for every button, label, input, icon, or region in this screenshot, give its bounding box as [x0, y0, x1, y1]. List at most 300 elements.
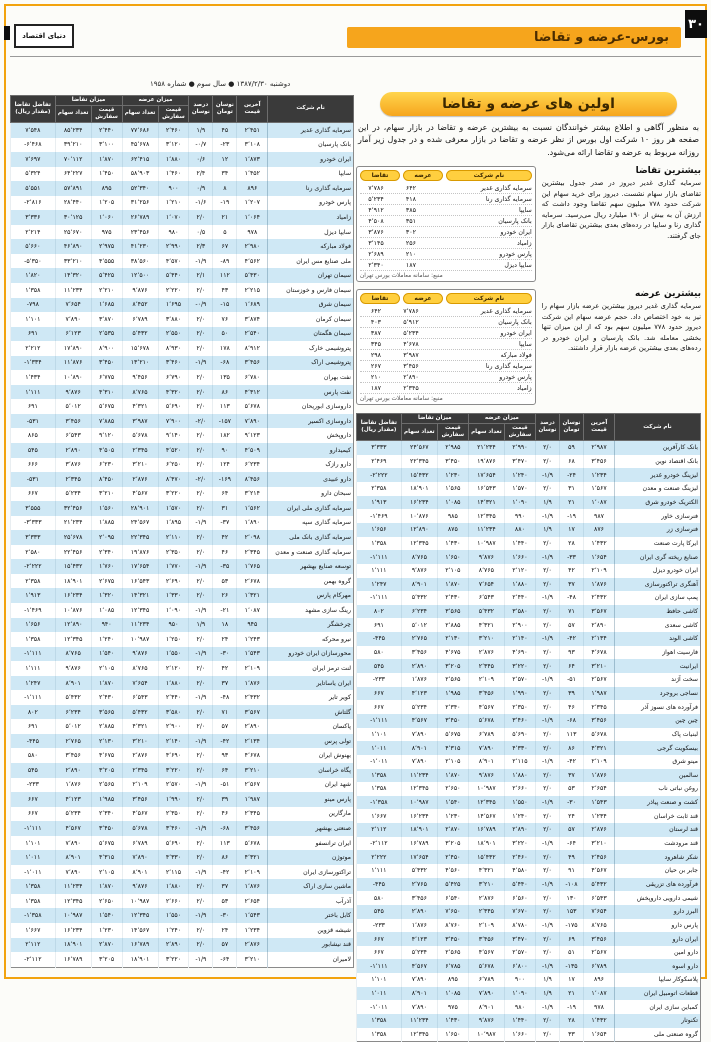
supply-count-cell: ۱۰٬۹۸۷	[468, 537, 504, 551]
demand-price-cell: ۱٬۵۶۵	[437, 482, 468, 496]
col-supply-count: تعداد سهام	[468, 424, 504, 441]
percent-cell: ۱/۹-	[189, 603, 213, 618]
supply-count-cell: ۲٬۳۴۵	[122, 443, 158, 458]
demand-price-cell: ۱٬۸۷۰	[91, 676, 122, 691]
company-cell: گروه صنعتی ملی	[615, 1028, 701, 1042]
supply-price-cell: ۱٬۵۵۰	[504, 796, 535, 810]
supply-price-cell: ۶٬۸۰۰	[504, 959, 535, 973]
demand-count-cell: ۱۶٬۲۳۴	[55, 588, 91, 603]
demand-count-cell: ۱۲٬۳۴۵	[55, 632, 91, 647]
supply-cell: ۴٬۶۷۸	[403, 340, 419, 348]
supply-price-cell: ۳٬۲۲۰	[158, 952, 189, 967]
last-price-cell: ۲٬۸۷۶	[237, 938, 268, 953]
diff-cell: ۱٬۰۱۱-	[357, 1000, 402, 1014]
percent-cell: ۲/۰	[189, 530, 213, 545]
demand-count-cell: ۹٬۸۷۶	[55, 661, 91, 676]
demand-count-cell: ۵٬۲۳۴	[55, 487, 91, 502]
demand-price-cell: ۱٬۵۴۰	[437, 796, 468, 810]
demand-count-cell: ۲٬۳۴۵	[55, 472, 91, 487]
last-price-cell: ۴٬۵۶۷	[584, 864, 615, 878]
percent-cell: ۲/۰	[189, 341, 213, 356]
table-row	[11, 559, 354, 574]
supply-price-cell: ۱٬۷۷۰	[158, 559, 189, 574]
company-cell: ایران خودرو	[268, 152, 354, 167]
col-supply-price: قیمت سفارش	[504, 424, 535, 441]
last-price-cell: ۹۷۸	[237, 225, 268, 240]
percent-cell: ۱/۹-	[189, 356, 213, 371]
diff-cell: ۷٬۵۴۸	[11, 122, 56, 137]
demand-price-cell: ۱٬۲۳۰	[91, 923, 122, 938]
demand-price-cell: ۸۹۵	[437, 973, 468, 987]
supply-cell: ۷٬۷۸۶	[403, 307, 419, 315]
last-price-cell: ۲٬۸۹۰	[584, 618, 615, 632]
diff-cell: ۶۶۷	[357, 946, 402, 960]
change-cell: ۶۸-	[213, 821, 237, 836]
supply-price-cell: ۲٬۴۶۰	[158, 122, 189, 137]
company-cell: کابل باختر	[268, 908, 354, 923]
percent-cell: ۲/۰	[189, 327, 213, 342]
last-price-cell: ۲٬۵۶۷	[584, 673, 615, 687]
diff-cell: ۶۹۱	[11, 399, 56, 414]
last-price-cell: ۳٬۸۷۴	[237, 312, 268, 327]
percent-cell: ۲/۰	[189, 836, 213, 851]
demand-price-cell: ۴٬۶۷۵	[91, 748, 122, 763]
diff-cell: ۱٬۰۱۱-	[357, 755, 402, 769]
demand-price-cell: ۱٬۲۴۰	[91, 632, 122, 647]
mini-table-row	[360, 372, 532, 383]
top-supply-table-box	[356, 289, 536, 405]
change-cell: ۶۴-	[213, 952, 237, 967]
last-price-cell: ۱٬۹۸۷	[584, 687, 615, 701]
supply-count-cell: ۸٬۹۰۱	[468, 1000, 504, 1014]
company-cell: سایپا دیزل	[504, 261, 532, 269]
company-cell: سرمایه گذاری رنا	[268, 181, 354, 196]
demand-count-cell: ۱۸٬۹۰۱	[401, 823, 437, 837]
supply-count-cell: ۸٬۷۶۵	[122, 661, 158, 676]
percent-cell: ۲/۰	[535, 728, 559, 742]
diff-cell: ۱٬۰۱۱	[357, 741, 402, 755]
supply-price-cell: ۲٬۹۰۰	[158, 719, 189, 734]
change-cell: ۴۲-	[213, 734, 237, 749]
table-row	[11, 865, 354, 880]
supply-count-cell: ۱۶٬۷۸۹	[122, 938, 158, 953]
supply-count-cell: ۲۴٬۵۶۷	[122, 516, 158, 531]
demand-price-cell: ۲٬۳۴۰	[437, 700, 468, 714]
demand-count-cell: ۶۴٬۲۲۷	[55, 167, 91, 182]
demand-count-cell: ۷٬۸۹۰	[401, 755, 437, 769]
percent-cell: ۲/۰	[189, 385, 213, 400]
supply-price-cell: ۱٬۶۶۰	[504, 550, 535, 564]
last-price-cell: ۱٬۸۷۶	[584, 769, 615, 783]
percent-cell: ۲/۰	[535, 932, 559, 946]
table-row	[11, 356, 354, 371]
supply-price-cell: ۱٬۸۸۰	[504, 769, 535, 783]
last-price-cell: ۳٬۲۱۰	[584, 837, 615, 851]
demand-count-cell: ۱۸٬۹۰۱	[55, 938, 91, 953]
diff-cell: ۶۹۱	[11, 719, 56, 734]
demand-price-cell: ۳٬۴۵۰	[91, 821, 122, 836]
company-cell: کویر تایر	[268, 690, 354, 705]
col-change-pct: درصد نوسان	[189, 96, 213, 123]
company-cell: فرآورده های تزریقی	[615, 878, 701, 892]
demand-count-cell: ۳۲٬۴۵۶	[55, 501, 91, 516]
demand-count-cell: ۷٬۸۹۰	[55, 865, 91, 880]
demand-count-cell: ۱٬۸۷۶	[401, 919, 437, 933]
company-cell: توسعه صنایع بهشهر	[268, 559, 354, 574]
company-cell: سرمایه گذاری رنا	[485, 362, 532, 370]
percent-cell: ۰/۷-	[189, 138, 213, 153]
demand-count-cell: ۲٬۷۶۵	[401, 878, 437, 892]
supply-price-cell: ۵٬۶۹۰	[158, 399, 189, 414]
table-row	[357, 728, 701, 742]
diff-cell: ۶۹۱	[11, 327, 56, 342]
supply-price-cell: ۱٬۲۴۰	[504, 809, 535, 823]
percent-cell: ۱/۹-	[535, 591, 559, 605]
demand-count-cell: ۱۱٬۲۳۴	[401, 769, 437, 783]
supply-count-cell: ۳٬۲۱۰	[468, 878, 504, 892]
demand-price-cell: ۶٬۲۳۰	[91, 458, 122, 473]
top-supply-title: بیشترین عرضه	[635, 289, 701, 300]
diff-cell: ۱٬۱۰۱	[11, 836, 56, 851]
supply-count-cell: ۲۳٬۴۵۶	[122, 225, 158, 240]
demand-price-cell: ۳٬۲۰۵	[91, 763, 122, 778]
table-row	[11, 778, 354, 793]
demand-count-cell: ۱۶٬۲۳۴	[401, 496, 437, 510]
supply-demand-table-right	[356, 413, 701, 1042]
demand-count-cell: ۱۶٬۷۸۹	[401, 837, 437, 851]
diff-cell: ۵٬۳۲۴	[11, 167, 56, 182]
change-cell: ۷۱	[559, 605, 583, 619]
demand-count-cell: ۶٬۱۲۳	[55, 327, 91, 342]
demand-count-cell: ۳۰٬۱۲۵	[55, 210, 91, 225]
demand-count-cell: ۱۲٬۳۴۵	[55, 894, 91, 909]
col-supply-group: میزان عرضه	[468, 414, 535, 424]
demand-cell: ۲٬۳۴۰	[368, 261, 384, 269]
demand-count-cell: ۱۷٬۸۹۰	[55, 341, 91, 356]
demand-cell: ۶۴۲	[370, 307, 382, 315]
change-cell: ۹۳	[559, 646, 583, 660]
last-price-cell: ۱٬۸۷۶	[237, 879, 268, 894]
demand-price-cell: ۵٬۶۷۵	[437, 728, 468, 742]
company-cell: ایران دارو	[615, 932, 701, 946]
demand-count-cell: ۲۲٬۳۴۵	[401, 455, 437, 469]
change-cell: ۳۷	[559, 578, 583, 592]
last-price-cell: ۱٬۶۵۴	[584, 1028, 615, 1042]
percent-cell: ۲/۰	[189, 545, 213, 560]
supply-count-cell: ۹٬۸۷۶	[468, 769, 504, 783]
supply-price-cell: ۱٬۸۸۰	[158, 152, 189, 167]
change-cell: ۳۵-	[213, 559, 237, 574]
change-cell: ۵۱-	[559, 673, 583, 687]
table-row	[11, 225, 354, 240]
company-cell: رینگ سازی مشهد	[268, 603, 354, 618]
last-price-cell: ۸٬۴۵۶	[237, 472, 268, 487]
mini-table-row	[360, 317, 532, 328]
table-row	[357, 578, 701, 592]
table-row	[11, 908, 354, 923]
company-cell: سرمایه گذاری غدیر	[480, 307, 532, 315]
change-cell: ۱۷۵-	[559, 919, 583, 933]
supply-price-cell: ۴٬۳۳۰	[158, 850, 189, 865]
percent-cell: ۲/۰	[189, 661, 213, 676]
supply-price-cell: ۱٬۰۹۰	[158, 603, 189, 618]
supply-count-cell: ۳۱٬۲۵۶	[122, 196, 158, 211]
last-price-cell: ۲٬۴۵۶	[584, 850, 615, 864]
last-price-cell: ۱٬۶۵۴	[584, 550, 615, 564]
diff-cell: ۲٬۲۲۲-	[11, 559, 56, 574]
change-cell: ۴۵	[213, 122, 237, 137]
change-cell: ۴۹	[559, 850, 583, 864]
supply-count-cell: ۴٬۵۶۷	[122, 487, 158, 502]
demand-count-cell: ۲۵٬۶۷۰	[55, 225, 91, 240]
diff-cell: ۲٬۱۱۲-	[357, 837, 402, 851]
company-cell: پارس دارو	[615, 919, 701, 933]
demand-cell: ۳۸۷	[370, 329, 382, 337]
last-price-cell: ۸۷۶	[584, 523, 615, 537]
supply-price-cell: ۱٬۵۷۰	[504, 482, 535, 496]
table-row	[357, 1014, 701, 1028]
diff-cell: ۲۳۳-	[11, 778, 56, 793]
demand-price-cell: ۲٬۰۹۵	[91, 530, 122, 545]
percent-cell: ۱/۹-	[535, 959, 559, 973]
supply-count-cell: ۵۸٬۹۰۳	[122, 167, 158, 182]
demand-price-cell: ۳٬۲۰۵	[91, 952, 122, 967]
company-cell: ایرانیت	[615, 659, 701, 673]
percent-cell: ۲/۰	[535, 605, 559, 619]
supply-price-cell: ۱٬۶۶۰	[504, 1028, 535, 1042]
supply-count-cell: ۳٬۹۸۷	[122, 414, 158, 429]
company-cell: چرخشگر	[268, 618, 354, 633]
change-cell: ۸۹-	[213, 254, 237, 269]
top-demand-section	[356, 166, 701, 282]
company-cell: دارو رازک	[268, 458, 354, 473]
diff-cell: ۶۶۷	[11, 487, 56, 502]
change-cell: ۵۱-	[213, 778, 237, 793]
table-row	[11, 530, 354, 545]
percent-cell: ۲/۰	[189, 850, 213, 865]
last-price-cell: ۲٬۲۱۵	[237, 283, 268, 298]
last-price-cell: ۲٬۱۳۴	[584, 632, 615, 646]
company-cell: البرز دارو	[615, 905, 701, 919]
table-row	[11, 341, 354, 356]
percent-cell: ۱/۹-	[535, 714, 559, 728]
supply-price-cell: ۶٬۵۶۰	[504, 891, 535, 905]
supply-count-cell: ۲٬۱۰۹	[122, 778, 158, 793]
supply-price-cell: ۱٬۲۴۰	[158, 923, 189, 938]
supply-count-cell: ۲٬۸۷۶	[468, 646, 504, 660]
supply-count-cell: ۳٬۲۱۰	[468, 632, 504, 646]
last-price-cell: ۴٬۶۷۸	[584, 646, 615, 660]
supply-price-cell: ۹۸۰	[504, 1000, 535, 1014]
supply-price-cell: ۲٬۱۴۰	[158, 734, 189, 749]
percent-cell: ۱/۹-	[189, 734, 213, 749]
diff-cell: ۲٬۲۲۲	[357, 850, 402, 864]
percent-cell: ۲/۴	[189, 167, 213, 182]
table-row	[11, 370, 354, 385]
table-row	[11, 588, 354, 603]
diff-cell: ۱٬۲۴۷	[357, 578, 402, 592]
table-row	[357, 509, 701, 523]
change-cell: ۱۲	[213, 152, 237, 167]
table-row	[11, 167, 354, 182]
percent-cell: ۱/۹-	[535, 796, 559, 810]
table-row	[357, 700, 701, 714]
supply-count-cell: ۹٬۸۷۶	[122, 283, 158, 298]
supply-price-cell: ۹۰۰	[504, 973, 535, 987]
change-cell: ۱۹-	[559, 1000, 583, 1014]
change-cell: ۱۱۳	[213, 399, 237, 414]
company-cell: نفت بهران	[268, 370, 354, 385]
supply-price-cell: ۱٬۰۹۰	[504, 496, 535, 510]
company-cell: تکنوتار	[615, 1014, 701, 1028]
demand-price-cell: ۳٬۵۶۵	[437, 605, 468, 619]
supply-count-cell: ۱۶٬۵۴۳	[468, 482, 504, 496]
last-price-cell: ۲٬۳۴۵	[237, 807, 268, 822]
supply-price-cell: ۲٬۹۰۰	[504, 618, 535, 632]
demand-count-cell: ۱۰٬۹۸۷	[55, 908, 91, 923]
demand-count-cell: ۱۶٬۷۸۹	[55, 952, 91, 967]
diff-cell: ۱٬۱۱۱-	[357, 591, 402, 605]
demand-count-cell: ۸٬۹۰۱	[401, 741, 437, 755]
supply-count-cell: ۲۸٬۹۰۱	[122, 501, 158, 516]
supply-count-cell: ۲٬۱۰۹	[468, 673, 504, 687]
table-row	[357, 932, 701, 946]
supply-price-cell: ۸٬۴۷۰	[158, 472, 189, 487]
diff-cell: ۱٬۰۱۱-	[11, 865, 56, 880]
company-cell: گلتاش	[268, 705, 354, 720]
supply-price-cell: ۱٬۴۴۰	[504, 537, 535, 551]
last-price-cell: ۴٬۳۱۲	[237, 385, 268, 400]
table-row	[11, 574, 354, 589]
supply-count-cell: ۴٬۳۲۱	[122, 719, 158, 734]
percent-cell: ۲/۰	[189, 501, 213, 516]
mini-col-demand: تقاضا	[360, 170, 400, 181]
table-row	[11, 443, 354, 458]
demand-count-cell: ۸۵٬۲۳۴	[55, 122, 91, 137]
last-price-cell: ۵٬۴۳۰	[237, 268, 268, 283]
last-price-cell: ۹۷۸	[584, 1000, 615, 1014]
last-price-cell: ۳٬۵۶۷	[237, 705, 268, 720]
demand-count-cell: ۱۱٬۸۷۶	[55, 356, 91, 371]
percent-cell: ۱/۹-	[535, 755, 559, 769]
mini-table-header	[360, 170, 532, 181]
change-cell: ۳۳	[559, 1028, 583, 1042]
company-cell: شیمی دارویی داروپخش	[615, 891, 701, 905]
percent-cell: ۲/۰	[535, 741, 559, 755]
table-row	[11, 807, 354, 822]
percent-cell: ۱/۹	[535, 987, 559, 1001]
demand-price-cell: ۷٬۶۵۰	[437, 905, 468, 919]
demand-count-cell: ۱۰٬۸۷۶	[55, 603, 91, 618]
supply-price-cell: ۱٬۵۵۰	[158, 908, 189, 923]
demand-price-cell: ۳٬۸۷۰	[91, 312, 122, 327]
last-price-cell: ۶٬۷۸۰	[237, 370, 268, 385]
col-demand-count: تعداد سهام	[55, 105, 91, 122]
company-cell: کاشی سعدی	[615, 618, 701, 632]
table-row	[11, 821, 354, 836]
last-price-cell: ۲٬۵۶۷	[584, 946, 615, 960]
last-price-cell: ۴٬۳۲۱	[237, 850, 268, 865]
company-cell: کیمیدارو	[268, 443, 354, 458]
supply-count-cell: ۷٬۸۹۰	[122, 850, 158, 865]
col-company: نام شرکت	[615, 414, 701, 441]
demand-count-cell: ۳۹٬۲۱۰	[55, 138, 91, 153]
demand-price-cell: ۴٬۵۵۵	[91, 254, 122, 269]
last-price-cell: ۱٬۸۷۶	[237, 676, 268, 691]
col-demand-price: قیمت سفارش	[91, 105, 122, 122]
table-row	[11, 879, 354, 894]
demand-count-cell: ۷٬۸۹۰	[55, 312, 91, 327]
last-price-cell: ۱٬۰۶۴	[237, 210, 268, 225]
supply-price-cell: ۴٬۶۹۰	[158, 748, 189, 763]
diff-cell: ۶۶۷	[11, 807, 56, 822]
percent-cell: ۲/۰	[535, 578, 559, 592]
demand-cell: ۴۰۳	[370, 318, 382, 326]
change-cell: ۱۱۲	[213, 268, 237, 283]
demand-count-cell: ۱۱٬۲۳۴	[55, 283, 91, 298]
last-price-cell: ۲٬۳۴۵	[584, 700, 615, 714]
last-price-cell: ۳٬۴۵۶	[584, 714, 615, 728]
demand-price-cell: ۱٬۳۲۰	[91, 588, 122, 603]
table-row	[357, 1028, 701, 1042]
col-last-price: آخرین قیمت	[237, 96, 268, 123]
demand-count-cell: ۲٬۷۶۵	[55, 734, 91, 749]
company-cell: پاکسان	[268, 719, 354, 734]
mini-table-header	[360, 293, 532, 304]
demand-count-cell: ۸٬۷۶۵	[401, 550, 437, 564]
percent-cell: ۲/۰	[535, 1028, 559, 1042]
diff-cell: ۸۰۲	[11, 705, 56, 720]
supply-count-cell: ۲۶٬۷۸۹	[122, 210, 158, 225]
percent-cell: ۲/۰	[189, 370, 213, 385]
percent-cell: ۲/۰	[189, 676, 213, 691]
change-cell: ۳۹	[213, 792, 237, 807]
demand-price-cell: ۳٬۵۶۵	[91, 705, 122, 720]
demand-price-cell: ۱٬۵۴۰	[91, 647, 122, 662]
demand-price-cell: ۲٬۳۴۰	[91, 807, 122, 822]
company-cell: سالمین	[615, 769, 701, 783]
supply-count-cell: ۱۰٬۹۸۷	[122, 894, 158, 909]
company-cell: شهد ایران	[268, 778, 354, 793]
supply-price-cell: ۶٬۲۵۰	[158, 458, 189, 473]
diff-cell: ۴۴۵-	[357, 878, 402, 892]
supply-count-cell: ۶٬۷۸۹	[468, 973, 504, 987]
company-cell: فارسیت اهواز	[615, 646, 701, 660]
change-cell: ۴۸-	[213, 690, 237, 705]
supply-count-cell: ۱۲٬۳۴۵	[468, 796, 504, 810]
change-cell: ۱۷۸	[213, 341, 237, 356]
supply-price-cell: ۹۸۰	[158, 225, 189, 240]
mini-col-company: نام شرکت	[446, 293, 532, 304]
last-price-cell: ۵٬۴۳۲	[584, 878, 615, 892]
percent-cell: ۲/۰	[189, 719, 213, 734]
demand-count-cell: ۲۵٬۶۷۸	[55, 530, 91, 545]
demand-count-cell: ۶٬۵۴۳	[55, 428, 91, 443]
percent-cell: ۱/۹-	[189, 516, 213, 531]
supply-count-cell: ۹٬۴۵۶	[122, 370, 158, 385]
supply-price-cell: ۴٬۳۲۰	[158, 385, 189, 400]
source-note: منبع: سامانه معاملات بورس تهران	[360, 273, 443, 280]
supply-price-cell: ۳٬۴۷۰	[504, 455, 535, 469]
last-price-cell: ۲٬۱۰۹	[584, 755, 615, 769]
demand-price-cell: ۴٬۵۰۵	[91, 443, 122, 458]
diff-cell: ۵٬۳۵۰-	[11, 254, 56, 269]
supply-count-cell: ۸٬۷۶۵	[468, 564, 504, 578]
demand-price-cell: ۲٬۵۳۵	[91, 327, 122, 342]
supply-price-cell: ۲٬۴۴۰	[504, 591, 535, 605]
supply-price-cell: ۹٬۱۴۰	[158, 428, 189, 443]
change-cell: ۳۰-	[213, 647, 237, 662]
